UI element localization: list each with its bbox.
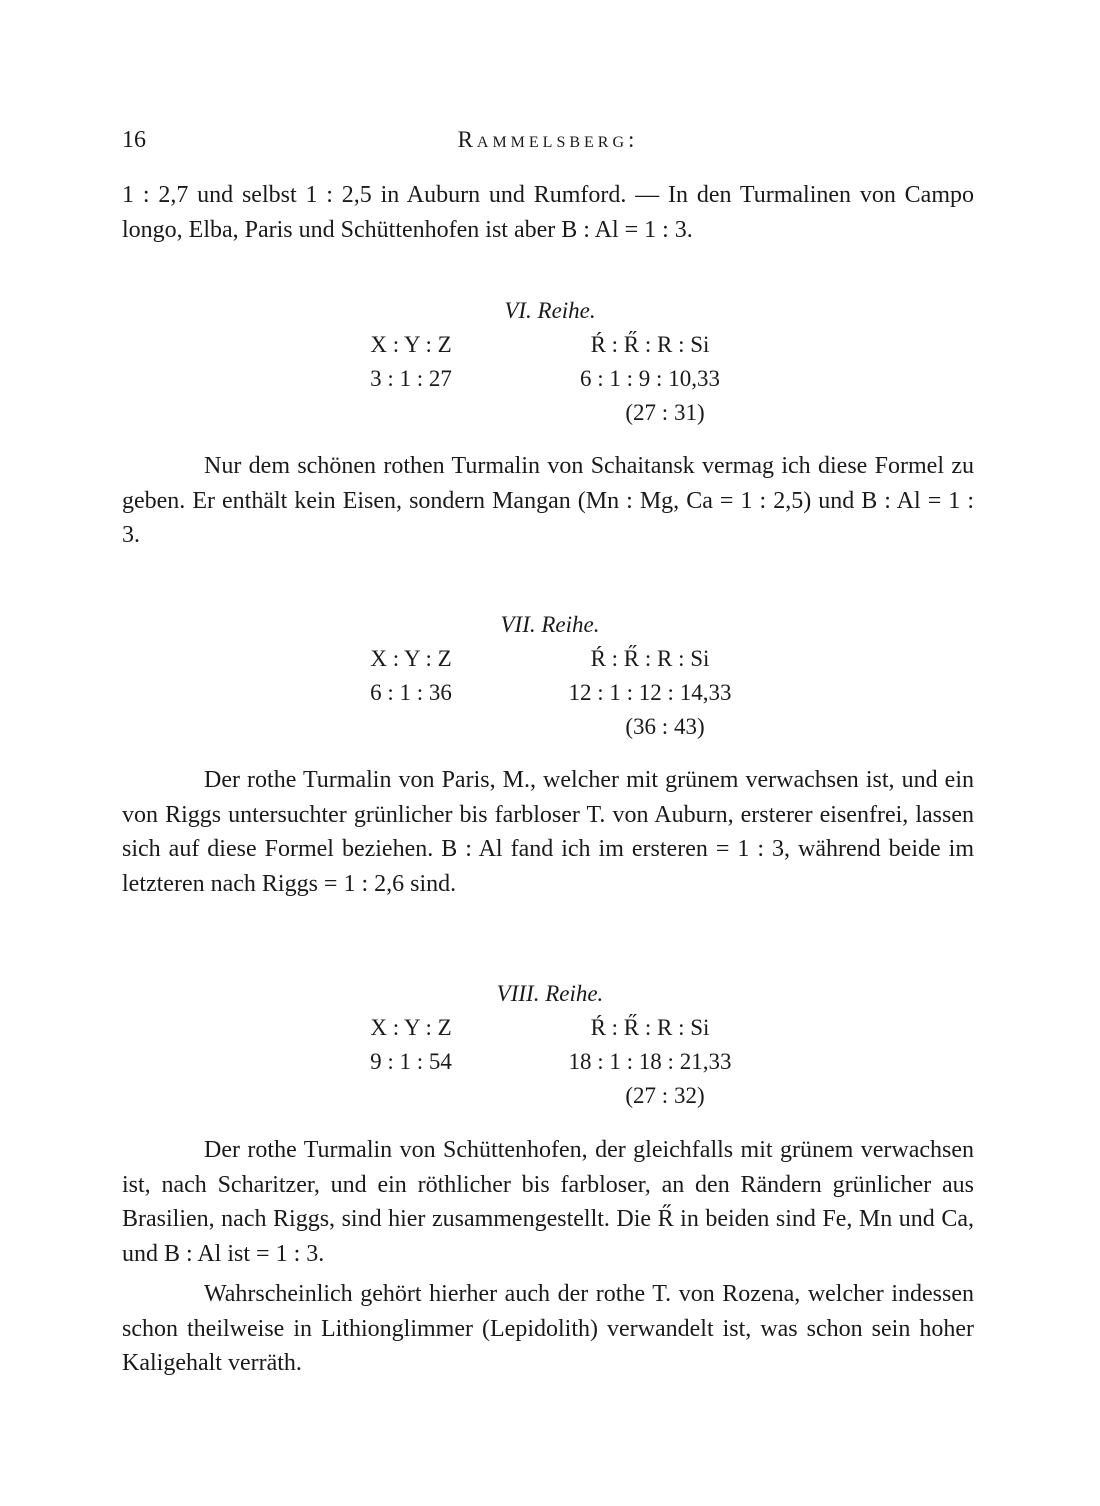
xyz-header: X : Y : Z bbox=[370, 1015, 452, 1040]
ratio: (27 : 32) bbox=[625, 1083, 705, 1108]
ratio: (27 : 31) bbox=[625, 400, 705, 425]
formula-title: VII. Reihe. bbox=[500, 612, 600, 637]
page-number: 16 bbox=[122, 127, 146, 153]
r-values: 12 : 1 : 12 : 14,33 bbox=[568, 680, 732, 705]
formula-title: VIII. Reihe. bbox=[496, 981, 604, 1006]
paragraph-5: Wahrscheinlich gehört hierher auch der rothe T. von Rozena, welcher indessen schon theilweise in Lithionglimmer (Lepidolith) verwandelt ist, was schon sein hoher Kaligehalt verräth. bbox=[122, 1281, 974, 1376]
ratio: (36 : 43) bbox=[625, 714, 705, 739]
paragraph-3: Der rothe Turmalin von Paris, M., welcher mit grünem verwachsen ist, und ein von Riggs untersuchter grünlicher bis farbloser T. von Auburn, ersterer eisenfrei, lassen sich auf diese Formel beziehen. B : Al fand ich im ersteren = 1 : 3, während beide im letzteren nach Riggs = 1 : 2,6 sind. bbox=[122, 767, 974, 897]
paragraph-2: Nur dem schönen rothen Turmalin von Schaitansk vermag ich diese Formel zu geben. Er enthält kein Eisen, sondern Mangan (Mn : Mg, Ca = 1 : 2,5) und B : Al = 1 : 3. bbox=[122, 453, 974, 548]
xyz-values: 9 : 1 : 54 bbox=[370, 1049, 452, 1074]
r-values: 18 : 1 : 18 : 21,33 bbox=[568, 1049, 732, 1074]
xyz-values: 6 : 1 : 36 bbox=[370, 680, 452, 705]
running-title: Rammelsberg: bbox=[457, 127, 639, 152]
r-header: Ŕ : R̋ : R : Si bbox=[590, 646, 710, 671]
xyz-values: 3 : 1 : 27 bbox=[370, 366, 452, 391]
formula-title: VI. Reihe. bbox=[504, 298, 596, 323]
r-values: 6 : 1 : 9 : 10,33 bbox=[580, 366, 720, 391]
paragraph-4: Der rothe Turmalin von Schüttenhofen, der gleichfalls mit grünem verwachsen ist, nach Scharitzer, und ein röthlicher bis farbloser, an den Rändern grünlicher aus Brasilien, nach Riggs, sind hier zusammengestellt. Die R̋ in beiden sind Fe, Mn und Ca, und B : Al ist = 1 : 3. bbox=[122, 1137, 974, 1267]
r-header: Ŕ : R̋ : R : Si bbox=[590, 1015, 710, 1040]
r-header: Ŕ : R̋ : R : Si bbox=[590, 332, 710, 357]
page-header bbox=[122, 127, 974, 163]
paragraph-1: 1 : 2,7 und selbst 1 : 2,5 in Auburn und Rumford. — In den Turmalinen von Campo longo, Elba, Paris und Schüttenhofen ist aber B : Al = 1 : 3. bbox=[122, 182, 974, 243]
xyz-header: X : Y : Z bbox=[370, 646, 452, 671]
xyz-header: X : Y : Z bbox=[370, 332, 452, 357]
